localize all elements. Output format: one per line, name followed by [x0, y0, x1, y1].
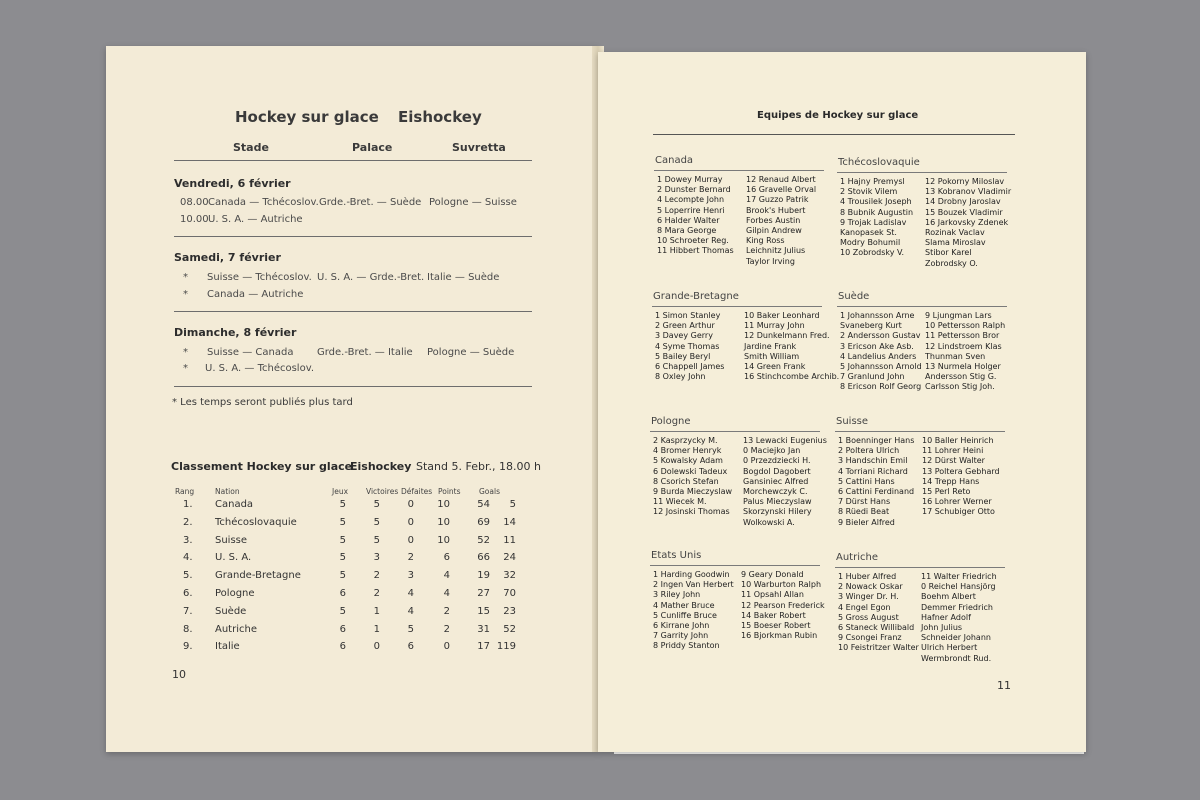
player-entry: 3 Handschin Emil	[838, 456, 908, 466]
player-entry: Rozinak Vaclav	[925, 228, 985, 237]
cell-nation: Suisse	[215, 534, 248, 546]
col-defaites: Défaites	[401, 487, 433, 496]
player-entry: 9 Csongei Franz	[838, 633, 902, 643]
player-entry: Gansiniec Alfred	[743, 476, 809, 486]
player-entry: 7 Garrity John	[653, 631, 709, 641]
day-rule	[174, 311, 532, 312]
player-entry: 16 Stinchcombe Archib.	[744, 372, 840, 382]
cell-points: 6	[443, 552, 450, 564]
player-entry: 16 Gravelle Orval	[746, 185, 817, 195]
cell-nation: U. S. A.	[215, 552, 252, 564]
col-rang: Rang	[175, 487, 195, 496]
player-entry: 14 Trepp Hans	[922, 476, 980, 486]
player-entry: 1 Simon Stanley	[655, 311, 721, 320]
col-nation: Nation	[215, 487, 240, 496]
game-suvretta: Pologne — Suisse	[429, 197, 517, 208]
player-entry: 12 Lindstroem Klas	[925, 341, 1002, 351]
player-entry: Jardine Frank	[744, 341, 797, 351]
team-rule	[835, 431, 1005, 432]
cell-rank: 5.	[183, 570, 193, 582]
player-entry: Boehm Albert	[921, 592, 976, 602]
player-entry: 1 Hajny Premysl	[840, 177, 905, 186]
player-entry: Wermbrondt Rud.	[921, 653, 992, 663]
game-time: *	[183, 272, 188, 283]
player-entry: 4 Trousilek Joseph	[840, 197, 912, 207]
cell-ga: 5	[509, 499, 516, 510]
game-palace: Grde.-Bret. — Italie	[317, 347, 413, 358]
player-entry: 12 Pokorny Miloslav	[925, 177, 1005, 186]
player-entry: 0 Reichel Hansjörg	[921, 582, 996, 592]
cell-gf: 54	[477, 499, 490, 510]
player-entry: Morchewczyk C.	[743, 487, 808, 496]
player-entry: 16 Jarkovsky Zdenek	[925, 217, 1009, 227]
page-number-right: 11	[997, 679, 1011, 692]
player-entry: John Julius	[921, 623, 963, 632]
player-entry: 9 Bieler Alfred	[838, 517, 895, 527]
player-entry: King Ross	[746, 236, 785, 246]
teams-title-rule	[653, 134, 1015, 135]
team-rule	[652, 306, 822, 307]
player-entry: 1 Johannsson Arne	[840, 311, 915, 320]
player-entry: 6 Cattini Ferdinand	[838, 487, 915, 496]
player-entry: Forbes Austin	[746, 215, 801, 225]
team-rule	[837, 172, 1007, 173]
player-entry: 8 Oxley John	[655, 372, 706, 382]
cell-nation: Autriche	[215, 623, 257, 635]
player-entry: 12 Dürst Walter	[922, 456, 985, 466]
cell-ga: 119	[496, 641, 516, 653]
cell-rank: 9.	[183, 641, 193, 653]
footnote: * Les temps seront publiés plus tard	[172, 397, 353, 408]
cell-games: 5	[339, 499, 346, 510]
standings-title: Classement Hockey sur glace	[171, 460, 353, 473]
team-name: Suisse	[836, 416, 869, 427]
player-entry: 6 Staneck Willibald	[838, 623, 915, 632]
player-entry: 7 Dürst Hans	[838, 497, 891, 507]
cell-losses: 4	[407, 588, 414, 599]
game-time: 10.00	[180, 214, 209, 225]
venue-palace: Palace	[352, 141, 393, 154]
player-entry: Bogdol Dagobert	[743, 466, 811, 476]
game-stade: Suisse — Canada	[207, 347, 294, 358]
team-name: Suède	[838, 291, 870, 302]
cell-gf: 52	[477, 534, 490, 546]
cell-games: 5	[339, 605, 346, 617]
cell-rank: 2.	[183, 516, 193, 528]
cell-nation: Tchécoslovaquie	[215, 516, 297, 528]
player-entry: Wolkowski A.	[743, 517, 795, 527]
player-entry: 5 Cattini Hans	[838, 476, 895, 486]
player-entry: 4 Mather Bruce	[653, 600, 715, 610]
cell-games: 5	[339, 552, 346, 564]
player-entry: 1 Harding Goodwin	[653, 570, 730, 579]
player-entry: 3 Riley John	[653, 590, 701, 600]
team-rule	[650, 431, 820, 432]
cell-games: 5	[339, 516, 346, 528]
player-entry: 10 Baker Leonhard	[744, 311, 820, 320]
standings-date: Stand 5. Febr., 18.00 h	[416, 460, 541, 473]
col-points: Points	[438, 487, 461, 496]
team-name: Etats Unis	[651, 550, 702, 561]
player-entry: 10 Warburton Ralph	[741, 580, 822, 590]
cell-losses: 5	[407, 623, 414, 635]
game-stade: U. S. A. — Tchécoslov.	[205, 363, 315, 374]
cell-games: 6	[339, 641, 346, 653]
player-entry: Schneider Johann	[921, 633, 991, 643]
cell-gf: 31	[477, 623, 490, 635]
player-entry: 14 Green Frank	[744, 362, 806, 371]
player-entry: Leichnitz Julius	[746, 246, 806, 256]
game-suvretta: Pologne — Suède	[427, 347, 515, 358]
game-time: *	[183, 289, 188, 300]
player-entry: 8 Priddy Stanton	[653, 641, 720, 651]
player-entry: 1 Huber Alfred	[838, 572, 897, 581]
player-entry: Modry Bohumil	[840, 238, 901, 248]
player-entry: 6 Kirrane John	[653, 621, 710, 630]
cell-games: 5	[339, 534, 346, 546]
day-rule	[174, 386, 532, 387]
team-rule	[654, 170, 824, 171]
player-entry: 12 Renaud Albert	[746, 175, 816, 184]
cell-rank: 7.	[183, 605, 193, 617]
player-entry: 11 Walter Friedrich	[921, 572, 997, 581]
cell-ga: 11	[503, 534, 516, 546]
player-entry: Ulrich Herbert	[921, 643, 978, 653]
col-goals: Goals	[479, 487, 500, 496]
day-label: Dimanche, 8 février	[174, 326, 297, 339]
player-entry: 5 Bailey Beryl	[655, 351, 711, 361]
player-entry: 2 Kasprzycky M.	[653, 436, 718, 445]
player-entry: 10 Pettersson Ralph	[925, 321, 1006, 331]
cell-ga: 32	[503, 570, 516, 582]
player-entry: Slama Miroslav	[925, 238, 986, 248]
day-label: Vendredi, 6 février	[174, 177, 291, 190]
player-entry: 12 Pearson Frederick	[741, 600, 825, 610]
player-entry: 6 Dolewski Tadeux	[653, 466, 728, 476]
team-rule	[837, 306, 1007, 307]
cell-ga: 14	[503, 516, 516, 528]
player-entry: 3 Ericson Ake Asb.	[840, 341, 914, 351]
teams-title: Equipes de Hockey sur glace	[757, 110, 919, 121]
player-entry: 10 Baller Heinrich	[922, 436, 994, 445]
cell-losses: 0	[407, 516, 414, 528]
player-entry: 2 Ingen Van Herbert	[653, 580, 734, 590]
standings-title-german: Eishockey	[350, 460, 412, 473]
game-time: *	[183, 363, 188, 374]
player-entry: 14 Baker Robert	[741, 610, 806, 620]
player-entry: 5 Gross August	[838, 612, 899, 622]
player-entry: 12 Josinski Thomas	[653, 507, 730, 517]
cell-wins: 5	[373, 499, 380, 510]
cell-ga: 24	[503, 552, 516, 564]
player-entry: 2 Poltera Ulrich	[838, 446, 900, 456]
game-stade: Canada — Tchécoslov.	[208, 197, 319, 208]
player-entry: 8 Mara George	[657, 226, 717, 235]
cell-games: 6	[339, 623, 346, 635]
game-suvretta: Italie — Suède	[427, 272, 500, 283]
team-name: Pologne	[651, 416, 691, 427]
cell-points: 10	[437, 516, 450, 528]
player-entry: Brook's Hubert	[746, 205, 806, 215]
player-entry: 2 Nowack Oskar	[838, 582, 903, 592]
cell-nation: Pologne	[215, 588, 255, 599]
col-jeux: Jeux	[332, 487, 349, 496]
player-entry: 10 Feistritzer Walter	[838, 643, 919, 653]
player-entry: 14 Drobny Jaroslav	[925, 197, 1001, 207]
team-name: Tchécoslovaquie	[838, 157, 920, 168]
game-stade: Canada — Autriche	[207, 289, 304, 300]
cell-games: 6	[339, 588, 346, 599]
player-entry: 12 Dunkelmann Fred.	[744, 331, 830, 341]
page-number-left: 10	[172, 668, 186, 681]
cell-rank: 1.	[183, 499, 193, 510]
player-entry: 13 Poltera Gebhard	[922, 466, 1000, 476]
cell-wins: 5	[373, 516, 380, 528]
cell-losses: 3	[407, 570, 414, 582]
header-rule	[174, 160, 532, 161]
cell-wins: 2	[373, 588, 380, 599]
player-entry: 9 Trojak Ladislav	[840, 217, 907, 227]
player-entry: 0 Przezdziecki H.	[743, 456, 811, 466]
player-entry: Hafner Adolf	[921, 612, 971, 622]
player-entry: 4 Landelius Anders	[840, 351, 917, 361]
cell-rank: 4.	[183, 552, 193, 564]
player-entry: 5 Loperrire Henri	[657, 205, 725, 215]
player-entry: 13 Kobranov Vladimir	[925, 187, 1012, 197]
cell-points: 4	[443, 570, 450, 582]
cell-nation: Italie	[215, 641, 240, 653]
cell-points: 2	[443, 605, 450, 617]
player-entry: Zobrodsky O.	[925, 258, 978, 268]
game-palace: Grde.-Bret. — Suède	[319, 197, 422, 208]
game-palace: U. S. A. — Grde.-Bret.	[317, 272, 425, 283]
player-entry: 11 Hibbert Thomas	[657, 246, 734, 256]
cell-losses: 4	[407, 605, 414, 617]
team-name: Autriche	[836, 552, 878, 563]
player-entry: 4 Torriani Richard	[838, 466, 908, 476]
player-entry: Palus Mieczyslaw	[743, 497, 812, 507]
game-stade: U. S. A. — Autriche	[208, 214, 303, 225]
cell-points: 10	[437, 499, 450, 510]
player-entry: 5 Johannsson Arnold	[840, 362, 922, 371]
cell-nation: Suède	[215, 605, 247, 617]
game-time: *	[183, 347, 188, 358]
team-name: Grande-Bretagne	[653, 291, 739, 302]
player-entry: 2 Dunster Bernard	[657, 185, 731, 195]
player-entry: 10 Zobrodsky V.	[840, 248, 905, 258]
player-entry: 4 Engel Egon	[838, 602, 891, 612]
cell-gf: 17	[477, 641, 490, 653]
cell-wins: 1	[373, 623, 380, 635]
cell-losses: 6	[407, 641, 414, 653]
player-entry: 8 Csorich Stefan	[653, 476, 719, 486]
cell-wins: 3	[373, 552, 380, 564]
player-entry: Carlsson Stig Joh.	[925, 382, 995, 392]
player-entry: Smith William	[744, 351, 800, 361]
day-label: Samedi, 7 février	[174, 251, 281, 264]
player-entry: 9 Geary Donald	[741, 570, 804, 579]
player-entry: 16 Bjorkman Rubin	[741, 631, 818, 641]
player-entry: Thunman Sven	[925, 351, 986, 361]
cell-points: 10	[437, 534, 450, 546]
cell-losses: 0	[407, 499, 414, 510]
cell-losses: 2	[407, 552, 414, 564]
player-entry: Svaneberg Kurt	[840, 321, 902, 331]
game-time: 08.00	[180, 197, 209, 208]
team-name: Canada	[655, 155, 694, 166]
player-entry: 6 Halder Walter	[657, 215, 720, 225]
cell-games: 5	[339, 570, 346, 582]
player-entry: 11 Lohrer Heini	[922, 446, 984, 456]
cell-wins: 1	[373, 605, 380, 617]
player-entry: 3 Davey Gerry	[655, 331, 713, 341]
player-entry: Skorzynski Hilery	[743, 507, 812, 517]
player-entry: 2 Andersson Gustav	[840, 331, 921, 341]
player-entry: 11 Murray John	[744, 321, 805, 331]
cell-wins: 2	[373, 570, 380, 582]
cell-rank: 6.	[183, 588, 193, 599]
venue-stade: Stade	[233, 141, 269, 154]
cell-points: 2	[443, 623, 450, 635]
venue-suvretta: Suvretta	[452, 141, 506, 154]
player-entry: 15 Bouzek Vladimir	[925, 207, 1003, 217]
player-entry: 0 Maciejko Jan	[743, 446, 801, 456]
player-entry: Kanopasek St.	[840, 228, 897, 237]
player-entry: 11 Opsahl Allan	[741, 590, 804, 600]
cell-ga: 52	[503, 623, 516, 635]
player-entry: 4 Bromer Henryk	[653, 446, 722, 456]
player-entry: 1 Dowey Murray	[657, 175, 723, 184]
player-entry: 10 Schroeter Reg.	[657, 236, 729, 246]
title-french: Hockey sur glace	[235, 108, 379, 126]
player-entry: 5 Kowalsky Adam	[653, 456, 723, 466]
player-entry: 13 Lewacki Eugenius	[743, 436, 827, 445]
player-entry: 15 Boeser Robert	[741, 621, 811, 630]
day-rule	[174, 236, 532, 237]
cell-wins: 0	[373, 641, 380, 653]
player-entry: 11 Wiecek M.	[653, 497, 707, 507]
player-entry: 13 Nurmela Holger	[925, 362, 1001, 371]
player-entry: 9 Burda Mieczyslaw	[653, 487, 733, 496]
player-entry: Gilpin Andrew	[746, 226, 802, 235]
cell-wins: 5	[373, 534, 380, 546]
player-entry: 4 Syme Thomas	[655, 341, 720, 351]
cell-gf: 66	[477, 552, 490, 564]
team-rule	[650, 565, 820, 566]
player-entry: 2 Green Arthur	[655, 321, 715, 331]
cell-points: 0	[443, 641, 450, 653]
player-entry: 17 Guzzo Patrik	[746, 195, 809, 205]
player-entry: 8 Bubnik Augustin	[840, 207, 914, 217]
player-entry: Taylor Irving	[746, 256, 795, 266]
cell-points: 4	[443, 588, 450, 599]
cell-gf: 27	[477, 588, 490, 599]
col-victoires: Victoires	[366, 487, 399, 496]
cell-losses: 0	[407, 534, 414, 546]
player-entry: 11 Pettersson Bror	[925, 331, 1000, 341]
cell-nation: Canada	[215, 499, 254, 510]
player-entry: 8 Rüedi Beat	[838, 507, 890, 517]
cell-rank: 3.	[183, 534, 193, 546]
player-entry: 7 Granlund John	[840, 372, 905, 382]
player-entry: 5 Cunliffe Bruce	[653, 610, 717, 620]
cell-rank: 8.	[183, 623, 193, 635]
game-stade: Suisse — Tchécoslov.	[207, 272, 312, 283]
cell-ga: 23	[503, 605, 516, 617]
cell-gf: 15	[477, 605, 490, 617]
player-entry: 16 Lohrer Werner	[922, 497, 992, 507]
cell-gf: 69	[477, 516, 490, 528]
player-entry: 1 Boenninger Hans	[838, 436, 915, 445]
player-entry: 2 Stovik Vilem	[840, 187, 898, 197]
player-entry: 9 Ljungman Lars	[925, 311, 992, 320]
player-entry: Stibor Karel	[925, 248, 972, 258]
player-entry: 4 Lecompte John	[657, 195, 725, 205]
player-entry: 6 Chappell James	[655, 362, 725, 371]
cell-ga: 70	[503, 588, 516, 599]
cell-gf: 19	[477, 570, 490, 582]
title-german: Eishockey	[398, 108, 482, 126]
player-entry: 15 Perl Reto	[922, 487, 971, 496]
player-entry: 17 Schubiger Otto	[922, 507, 995, 517]
player-entry: 8 Ericson Rolf Georg	[840, 382, 922, 392]
team-rule	[835, 567, 1005, 568]
cell-nation: Grande-Bretagne	[215, 570, 301, 582]
player-entry: 3 Winger Dr. H.	[838, 592, 899, 602]
player-entry: Demmer Friedrich	[921, 602, 993, 612]
player-entry: Andersson Stig G.	[925, 372, 997, 382]
